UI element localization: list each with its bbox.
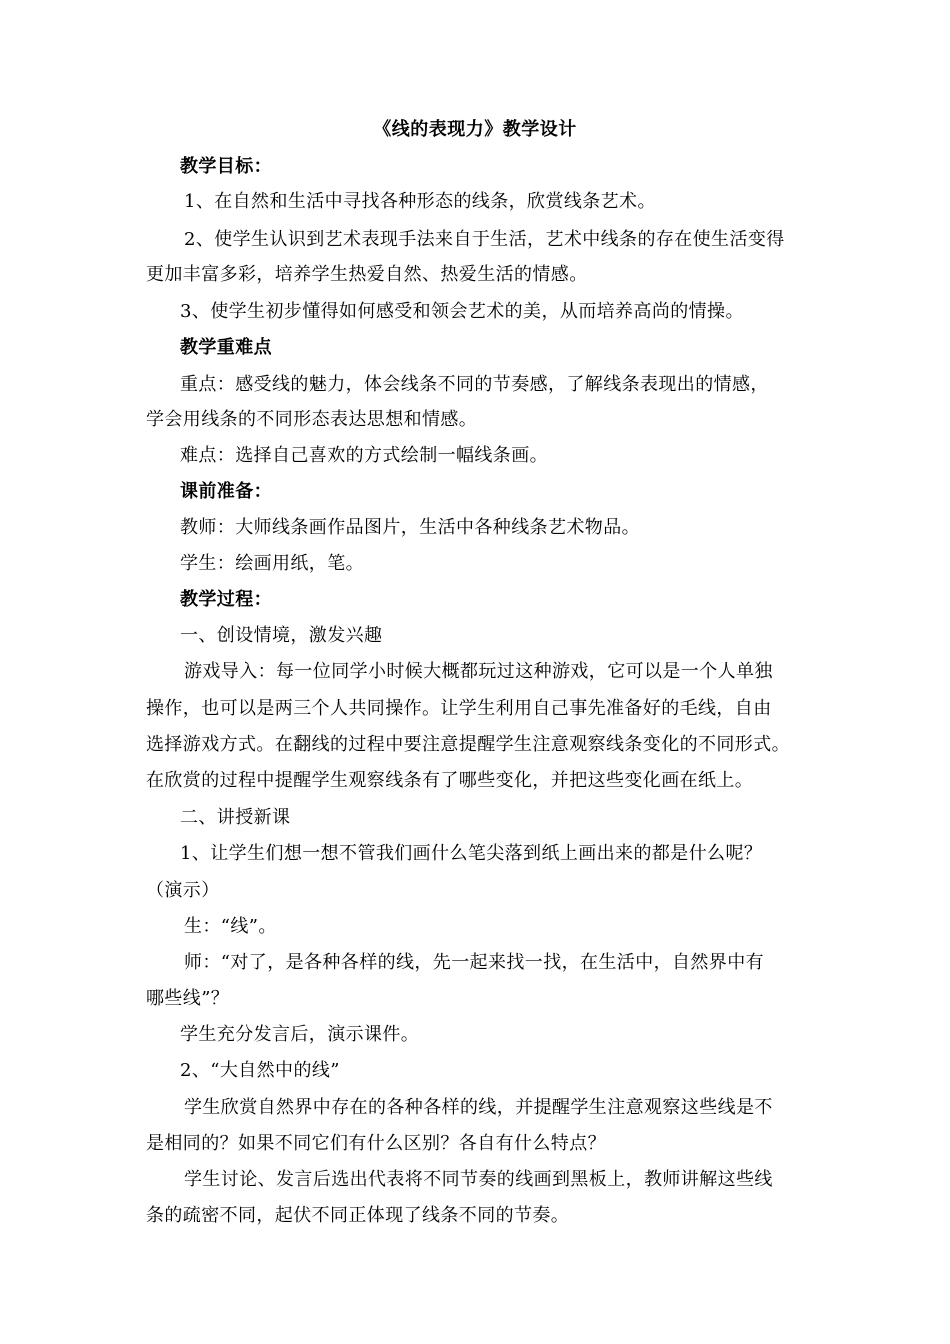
paragraph-line: 1、在自然和生活中寻找各种形态的线条，欣赏线条艺术。 (184, 191, 656, 212)
heading-process: 教学过程： (180, 589, 272, 610)
paragraph-line: 更加丰富多彩，培养学生热爱自然、热爱生活的情感。 (146, 264, 588, 285)
paragraph-line: 是相同的？如果不同它们有什么区别？各自有什么特点？ (146, 1133, 606, 1154)
paragraph-line: 二、讲授新课 (180, 807, 291, 828)
heading-preparation: 课前准备： (180, 481, 272, 502)
paragraph-line: 难点：选择自己喜欢的方式绘制一幅线条画。 (180, 445, 548, 466)
paragraph-line: 学生欣赏自然界中存在的各种各样的线，并提醒学生注意观察这些线是不 (184, 1097, 773, 1118)
paragraph-line: 教师：大师线条画作品图片，生活中各种线条艺术物品。 (180, 517, 640, 538)
paragraph-line: 学会用线条的不同形态表达思想和情感。 (146, 409, 478, 430)
paragraph-line: 学生充分发言后，演示课件。 (180, 1024, 420, 1045)
paragraph-line: 2、使学生认识到艺术表现手法来自于生活，艺术中线条的存在使生活变得 (184, 229, 785, 250)
paragraph-line: 重点：感受线的魅力，体会线条不同的节奏感，了解线条表现出的情感， (180, 374, 769, 395)
paragraph-line: （演示） (146, 880, 220, 901)
paragraph-line: 操作，也可以是两三个人共同操作。让学生利用自己事先准备好的毛线，自由 (146, 698, 772, 719)
paragraph-line: 生：“线”。 (184, 916, 277, 937)
paragraph-line: 哪些线”？ (146, 988, 230, 1009)
paragraph-line: 1、让学生们想一想不管我们画什么笔尖落到纸上画出来的都是什么呢？ (180, 843, 763, 864)
heading-key-points: 教学重难点 (180, 337, 272, 358)
paragraph-line: 条的疏密不同，起伏不同正体现了线条不同的节奏。 (146, 1205, 570, 1226)
document-title: 《线的表现力》教学设计 (373, 119, 577, 140)
paragraph-line: 一、创设情境，激发兴趣 (180, 625, 383, 646)
paragraph-line: 学生讨论、发言后选出代表将不同节奏的线画到黑板上，教师讲解这些线 (184, 1169, 773, 1190)
paragraph-line: 学生：绘画用纸，笔。 (180, 553, 364, 574)
paragraph-line: 选择游戏方式。在翻线的过程中要注意提醒学生注意观察线条变化的不同形式。 (146, 734, 790, 755)
paragraph-line: 游戏导入：每一位同学小时候大概都玩过这种游戏，它可以是一个人单独 (184, 661, 773, 682)
paragraph-line: 2、“大自然中的线” (180, 1060, 340, 1081)
heading-teaching-goals: 教学目标： (180, 156, 272, 177)
paragraph-line: 师：“对了，是各种各样的线，先一起来找一找，在生活中，自然界中有 (184, 952, 764, 973)
paragraph-line: 在欣赏的过程中提醒学生观察线条有了哪些变化，并把这些变化画在纸上。 (146, 770, 754, 791)
paragraph-line: 3、使学生初步懂得如何感受和领会艺术的美，从而培养高尚的情操。 (180, 301, 744, 322)
